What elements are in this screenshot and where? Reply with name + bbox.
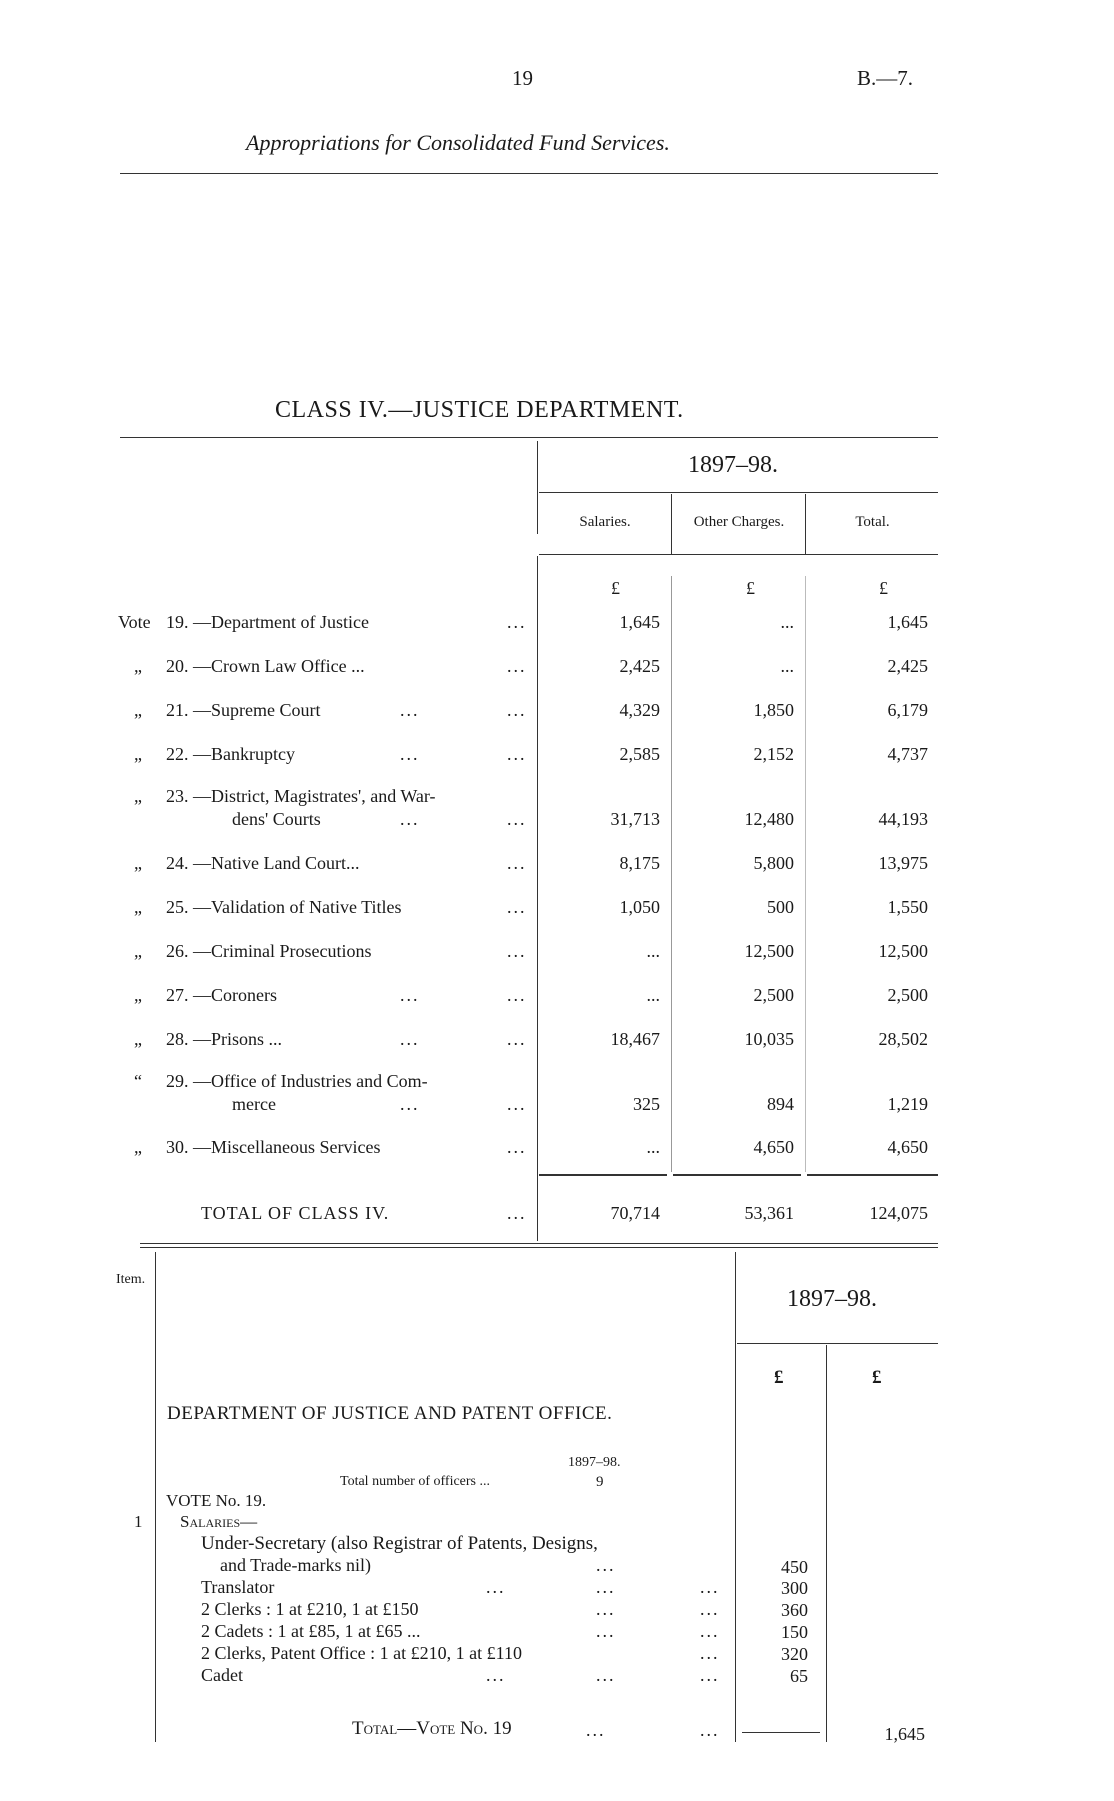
header-rule <box>120 173 938 174</box>
salary-amount: 320 <box>781 1644 808 1664</box>
vote-number: 29. <box>166 1071 189 1091</box>
cell-salaries: ... <box>646 1137 660 1157</box>
class-year-heading: 1897–98. <box>688 452 778 478</box>
leader-dots: ... <box>400 985 420 1005</box>
class-title: CLASS IV.—JUSTICE DEPARTMENT. <box>275 397 684 423</box>
leader-dots: ... <box>586 1720 606 1740</box>
cell-other: 2,500 <box>753 985 794 1005</box>
class-header-divider <box>537 441 538 534</box>
leader-dots: ... <box>700 1720 720 1740</box>
vote-number: 28. <box>166 1029 189 1049</box>
cell-salaries: 1,645 <box>619 612 660 632</box>
cell-other: 10,035 <box>744 1029 794 1049</box>
vote-prefix: „ <box>134 744 142 764</box>
vote-label: —Prisons ... <box>193 1029 283 1049</box>
leader-dots: ... <box>507 1094 527 1114</box>
vote-prefix: Vote <box>118 612 151 632</box>
detail-year-heading: 1897–98. <box>787 1286 877 1312</box>
item-number: 1 <box>134 1512 143 1531</box>
vote-number: 26. <box>166 941 189 961</box>
cell-other: 12,480 <box>744 809 794 829</box>
leader-dots: ... <box>507 612 527 632</box>
vote-prefix: „ <box>134 897 142 917</box>
vote-number: 19. <box>166 612 189 632</box>
leader-dots: ... <box>507 700 527 720</box>
cell-other: 12,500 <box>744 941 794 961</box>
cell-other: ... <box>780 656 794 676</box>
col-header-rule <box>539 554 938 555</box>
cell-salaries: ... <box>646 941 660 961</box>
currency-col-1: £ <box>774 1367 784 1388</box>
cell-salaries: 2,585 <box>619 744 660 764</box>
section-title: DEPARTMENT OF JUSTICE AND PATENT OFFICE. <box>167 1403 613 1424</box>
amount-column-divider-1 <box>735 1252 736 1742</box>
body-divider-2 <box>805 576 806 1172</box>
vote-label-continued: merce <box>232 1094 276 1114</box>
leader-dots: ... <box>400 744 420 764</box>
cell-total: 6,179 <box>887 700 928 720</box>
cell-other: ... <box>780 612 794 632</box>
col-divider-1 <box>671 494 672 554</box>
col-header-total: Total. <box>855 514 890 530</box>
cell-salaries: 4,329 <box>619 700 660 720</box>
vote-prefix: „ <box>134 853 142 873</box>
vote-label: —Miscellaneous Services <box>193 1137 381 1157</box>
vote-prefix: „ <box>134 1029 142 1049</box>
cell-other: 4,650 <box>753 1137 794 1157</box>
cell-salaries: 2,425 <box>619 656 660 676</box>
salary-amount: 300 <box>781 1578 808 1598</box>
leader-dots: ... <box>400 1029 420 1049</box>
cell-total: 12,500 <box>878 941 928 961</box>
cell-total: 1,645 <box>887 612 928 632</box>
vote-label: —Office of Industries and Com- <box>193 1071 428 1091</box>
leader-dots: ... <box>596 1599 616 1619</box>
vote-label: —Crown Law Office ... <box>193 656 365 676</box>
vote-number: 23. <box>166 786 189 806</box>
body-divider-0 <box>537 556 538 1241</box>
salary-amount: 450 <box>781 1557 808 1577</box>
page-subtitle: Appropriations for Consolidated Fund Services. <box>246 130 670 155</box>
vote-number: 27. <box>166 985 189 1005</box>
salary-amount: 360 <box>781 1600 808 1620</box>
vote-number-heading: VOTE No. 19. <box>166 1491 267 1510</box>
item-column-divider <box>155 1252 156 1742</box>
cell-other: 1,850 <box>753 700 794 720</box>
salary-line: 2 Clerks : 1 at £210, 1 at £150 <box>201 1599 419 1619</box>
cell-total: 1,219 <box>887 1094 928 1114</box>
class-total-salaries: 70,714 <box>610 1203 660 1223</box>
leader-dots: ... <box>507 1203 527 1223</box>
leader-dots: ... <box>400 1094 420 1114</box>
leader-dots: ... <box>507 941 527 961</box>
salary-line: 2 Clerks, Patent Office : 1 at £210, 1 at £110 <box>201 1643 522 1663</box>
class-total-other: 53,361 <box>744 1203 794 1223</box>
col-header-salaries: Salaries. <box>579 514 631 530</box>
cell-salaries: 1,050 <box>619 897 660 917</box>
officers-count: 9 <box>596 1474 604 1490</box>
salary-amount: 65 <box>790 1666 808 1686</box>
amount-column-divider-2 <box>826 1345 827 1742</box>
vote-prefix: „ <box>134 700 142 720</box>
total-rule-total <box>807 1174 938 1176</box>
body-divider-1 <box>671 576 672 1172</box>
vote-prefix: „ <box>134 985 142 1005</box>
cell-total: 4,650 <box>887 1137 928 1157</box>
cell-total: 4,737 <box>887 744 928 764</box>
leader-dots: ... <box>507 985 527 1005</box>
vote-label: —Department of Justice <box>193 612 369 632</box>
vote-prefix: „ <box>134 941 142 961</box>
leader-dots: ... <box>486 1665 506 1685</box>
class-table-bottom-rule <box>140 1243 938 1244</box>
leader-dots: ... <box>700 1665 720 1685</box>
leader-dots: ... <box>700 1599 720 1619</box>
vote-number: 30. <box>166 1137 189 1157</box>
officers-year: 1897–98. <box>568 1455 621 1470</box>
currency-salaries: £ <box>611 578 620 598</box>
col-header-other-charges: Other Charges. <box>693 514 785 530</box>
vote-label: —Supreme Court <box>193 700 321 720</box>
salary-line: Under-Secretary (also Registrar of Patents, Designs, <box>201 1533 598 1554</box>
leader-dots: ... <box>507 656 527 676</box>
vote-number: 20. <box>166 656 189 676</box>
cell-salaries: 31,713 <box>610 809 660 829</box>
vote-total-amount: 1,645 <box>884 1724 925 1744</box>
vote-prefix: „ <box>134 786 142 806</box>
class-total-total: 124,075 <box>869 1203 928 1223</box>
total-rule-other <box>673 1174 801 1176</box>
vote-prefix: “ <box>134 1071 142 1091</box>
vote-number: 22. <box>166 744 189 764</box>
currency-total: £ <box>879 578 888 598</box>
vote-label-continued: dens' Courts <box>232 809 321 829</box>
leader-dots: ... <box>507 897 527 917</box>
currency-other: £ <box>746 578 755 598</box>
cell-salaries: 18,467 <box>610 1029 660 1049</box>
salary-line: and Trade-marks nil) <box>220 1555 371 1575</box>
leader-dots: ... <box>700 1643 720 1663</box>
currency-col-2: £ <box>872 1367 882 1388</box>
cell-total: 2,425 <box>887 656 928 676</box>
item-column-header: Item. <box>116 1272 146 1287</box>
cell-total: 28,502 <box>878 1029 928 1049</box>
salary-amount: 150 <box>781 1622 808 1642</box>
leader-dots: ... <box>486 1577 506 1597</box>
leader-dots: ... <box>596 1621 616 1641</box>
class-total-label: TOTAL OF CLASS IV. <box>201 1203 390 1223</box>
leader-dots: ... <box>700 1577 720 1597</box>
leader-dots: ... <box>400 809 420 829</box>
leader-dots: ... <box>596 1665 616 1685</box>
vote-number: 25. <box>166 897 189 917</box>
leader-dots: ... <box>507 1029 527 1049</box>
document-reference: B.—7. <box>857 66 914 90</box>
leader-dots: ... <box>700 1621 720 1641</box>
leader-dots: ... <box>596 1555 616 1575</box>
cell-salaries: 325 <box>633 1094 660 1114</box>
cell-total: 1,550 <box>887 897 928 917</box>
total-rule-salaries <box>539 1174 667 1176</box>
leader-dots: ... <box>400 700 420 720</box>
salaries-heading: Salaries— <box>180 1512 258 1531</box>
page-number: 19 <box>512 66 533 90</box>
cell-other: 2,152 <box>753 744 794 764</box>
vote-label: —Bankruptcy <box>193 744 295 764</box>
leader-dots: ... <box>596 1577 616 1597</box>
cell-total: 44,193 <box>878 809 928 829</box>
officers-label: Total number of officers ... <box>340 1474 490 1489</box>
salary-line: 2 Cadets : 1 at £85, 1 at £65 ... <box>201 1621 421 1641</box>
vote-label: —Coroners <box>193 985 277 1005</box>
vote-number: 24. <box>166 853 189 873</box>
detail-year-rule <box>737 1343 938 1344</box>
cell-other: 500 <box>767 897 794 917</box>
vote-prefix: „ <box>134 656 142 676</box>
vote-prefix: „ <box>134 1137 142 1157</box>
vote-label: —Native Land Court... <box>193 853 360 873</box>
cell-salaries: 8,175 <box>619 853 660 873</box>
vote-total-rule <box>742 1732 820 1733</box>
vote-total-label: Total—Vote No. 19 <box>352 1718 512 1739</box>
salary-line: Cadet <box>201 1665 243 1685</box>
leader-dots: ... <box>507 1137 527 1157</box>
cell-total: 2,500 <box>887 985 928 1005</box>
leader-dots: ... <box>507 809 527 829</box>
vote-number: 21. <box>166 700 189 720</box>
cell-other: 894 <box>767 1094 794 1114</box>
leader-dots: ... <box>507 744 527 764</box>
vote-label: —Criminal Prosecutions <box>193 941 372 961</box>
vote-label: —District, Magistrates', and War- <box>193 786 436 806</box>
leader-dots: ... <box>507 853 527 873</box>
col-divider-2 <box>805 494 806 554</box>
class-table-bottom-rule-2 <box>140 1247 938 1248</box>
cell-salaries: ... <box>646 985 660 1005</box>
class-year-rule <box>539 492 938 493</box>
cell-total: 13,975 <box>878 853 928 873</box>
salary-line: Translator <box>201 1577 275 1597</box>
class-table-top-rule <box>120 437 938 438</box>
cell-other: 5,800 <box>753 853 794 873</box>
vote-label: —Validation of Native Titles <box>193 897 402 917</box>
